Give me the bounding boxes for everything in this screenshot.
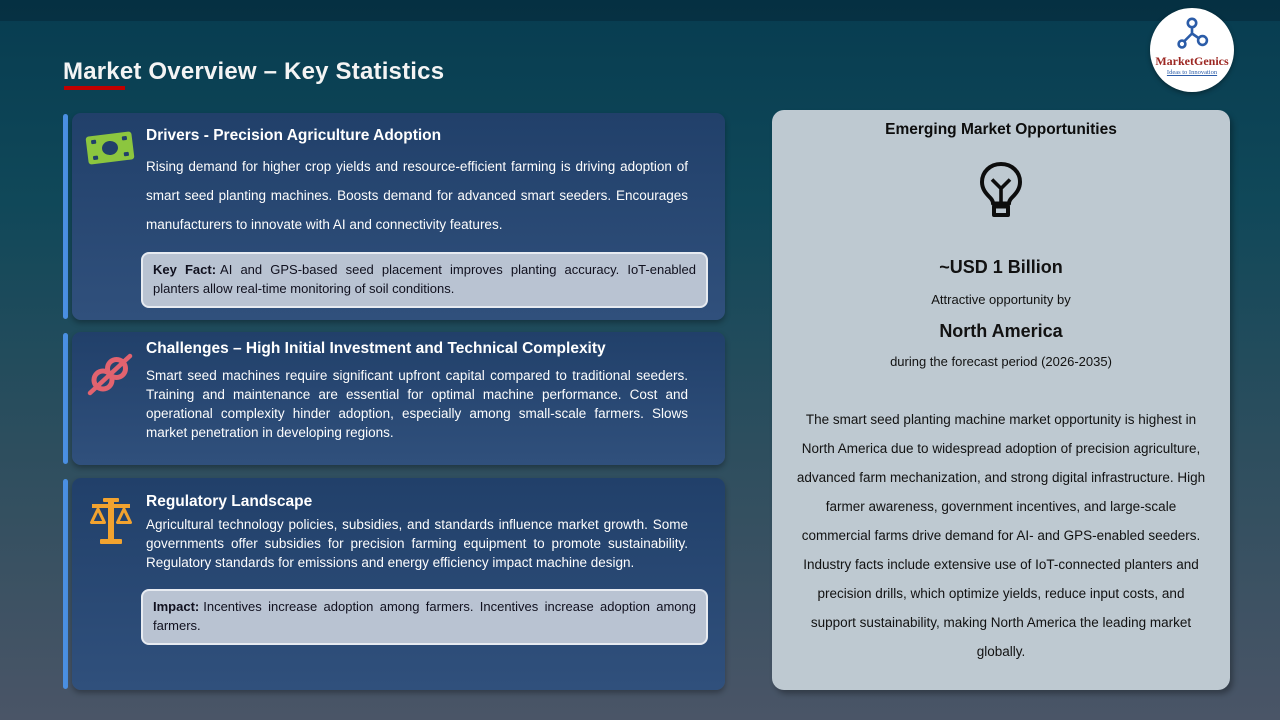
card-accent-bar	[63, 479, 68, 689]
key-fact-box	[141, 252, 708, 308]
card-body-text: Smart seed machines require significant upfront capital compared to traditional seeders. Training and maintenance are essential for optimal machine performance. Cost and operational complexity hinder adoption, especially among small-scale farmers. Slows market penetration in developing regions.	[146, 368, 688, 440]
opportunity-subtitle: Attractive opportunity by	[931, 292, 1071, 307]
top-strip	[0, 0, 1280, 21]
card-body-text: Agricultural technology policies, subsidies, and standards influence market growth. Some governments offer subsidies for precision farming equipment to promote sustainability. Regulatory standards for emissions and energy efficiency impact machine design.	[146, 517, 688, 570]
card-accent-bar	[63, 114, 68, 319]
network-molecule-icon	[1172, 38, 1212, 55]
page-title: Market Overview – Key Statistics	[63, 58, 445, 86]
card-title: Regulatory Landscape	[146, 493, 313, 510]
banknote-icon	[83, 125, 137, 176]
scales-icon	[88, 498, 134, 549]
impact-label: Impact:	[153, 599, 200, 614]
challenges-card	[63, 332, 725, 465]
lightbulb-icon	[772, 162, 1230, 227]
logo-name: MarketGenics	[1155, 54, 1229, 68]
title-underline	[64, 86, 125, 90]
opportunity-value: ~USD 1 Billion	[939, 257, 1063, 277]
logo-tagline: Ideas to Innovation	[1166, 69, 1218, 76]
card-accent-bar	[63, 333, 68, 464]
forecast-period: during the forecast period (2026-2035)	[890, 354, 1112, 369]
regulatory-card	[63, 478, 725, 690]
impact-box	[141, 589, 708, 645]
opportunity-region: North America	[939, 321, 1063, 341]
broken-link-icon	[85, 352, 135, 403]
opportunity-description: The smart seed planting machine market opportunity is highest in North America due to widespread adoption of precision agriculture, advanced farm mechanization, and strong digital infrastructure. High farmer awareness, government incentives, and large-scale commercial farms drive demand for AI- and GPS-enabled seeders. Industry facts include extensive use of IoT-connected planters and precision drills, which optimize yields, reduce input costs, and support sustainability, making North America the leading market globally.	[796, 412, 1206, 659]
key-fact-label: Key Fact:	[153, 262, 217, 277]
card-body-text: Rising demand for higher crop yields and resource-efficient farming is driving adoption of smart seed planting machines. Boosts demand for advanced smart seeders. Encourages manufacturers to innovate with AI and connectivity features.	[146, 159, 688, 232]
emerging-opportunities-panel	[772, 110, 1230, 690]
key-fact-text: AI and GPS-based seed placement improves planting accuracy. IoT-enabled planters allow real-time monitoring of soil conditions.	[153, 262, 696, 296]
card-title: Challenges – High Initial Investment and Technical Complexity	[146, 340, 606, 357]
panel-title: Emerging Market Opportunities	[885, 121, 1117, 138]
impact-text: Incentives increase adoption among farmers. Incentives increase adoption among farmers.	[153, 599, 696, 633]
drivers-card	[63, 113, 725, 320]
marketgenics-logo	[1150, 8, 1234, 92]
card-title: Drivers - Precision Agriculture Adoption	[146, 127, 442, 144]
